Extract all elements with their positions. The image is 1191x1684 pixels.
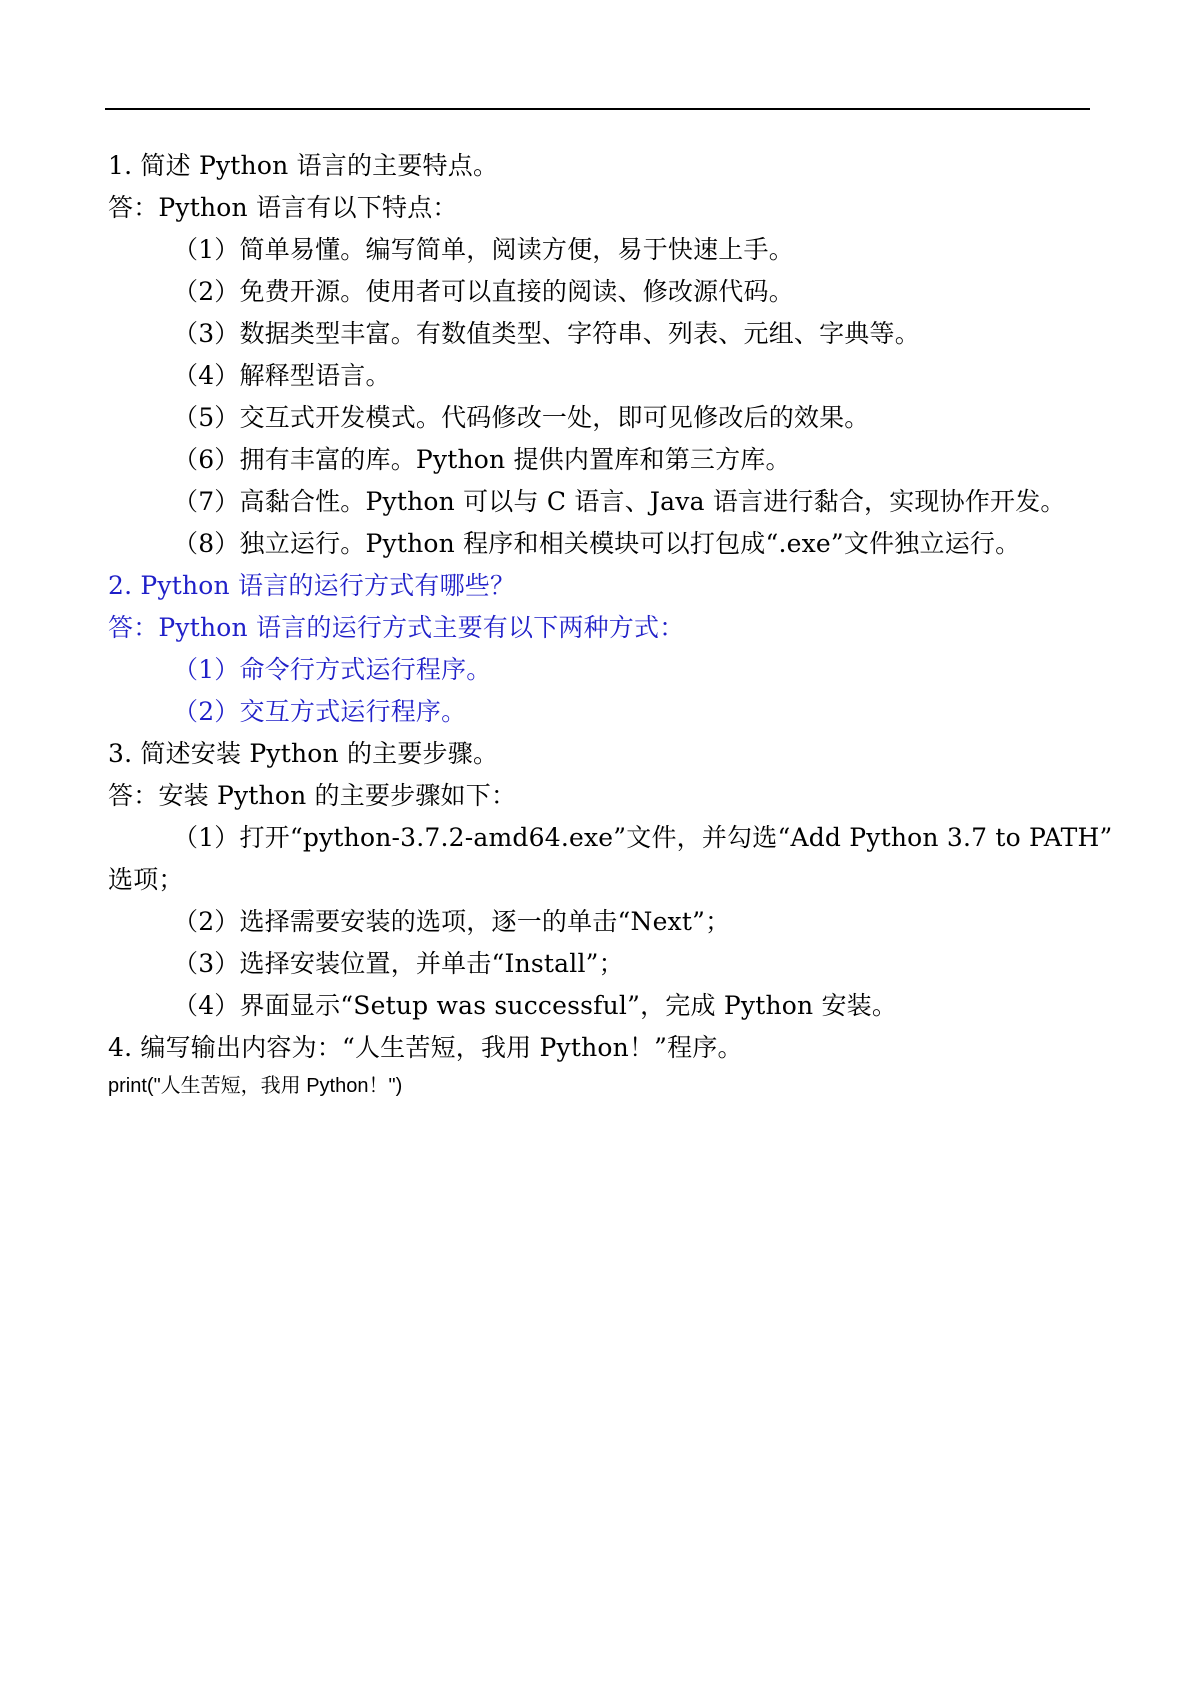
q1-question: 1. 简述 Python 语言的主要特点。 bbox=[108, 151, 499, 180]
q1-item: （4）解释型语言。 bbox=[173, 361, 391, 390]
q2-question: 2. Python 语言的运行方式有哪些？ bbox=[108, 571, 516, 600]
q1-item: （2）免费开源。使用者可以直接的阅读、修改源代码。 bbox=[173, 277, 794, 306]
q3-item-continuation: 选项； bbox=[108, 865, 184, 894]
q2-item: （2）交互方式运行程序。 bbox=[173, 697, 467, 726]
q1-item: （7）高黏合性。Python 可以与 C 语言、Java 语言进行黏合，实现协作开发。 bbox=[173, 487, 1066, 516]
q1-item: （1）简单易懂。编写简单，阅读方便，易于快速上手。 bbox=[173, 235, 794, 264]
q1-answer-intro: 答：Python 语言有以下特点： bbox=[108, 193, 458, 222]
q2-answer-intro: 答：Python 语言的运行方式主要有以下两种方式： bbox=[108, 613, 685, 642]
q3-item: （1）打开“python-3.7.2-amd64.exe”文件，并勾选“Add Python 3.7 to PATH” bbox=[173, 823, 1113, 852]
q2-item: （1）命令行方式运行程序。 bbox=[173, 655, 492, 684]
q3-answer-intro: 答：安装 Python 的主要步骤如下： bbox=[108, 781, 517, 810]
q1-item: （8）独立运行。Python 程序和相关模块可以打包成“.exe”文件独立运行。 bbox=[173, 529, 1021, 558]
q3-item: （4）界面显示“Setup was successful”，完成 Python 安装。 bbox=[173, 991, 898, 1020]
q4-question: 4. 编写输出内容为：“人生苦短，我用 Python！”程序。 bbox=[108, 1033, 743, 1062]
q3-item: （3）选择安装位置，并单击“Install”； bbox=[173, 949, 624, 978]
document-body bbox=[108, 145, 1113, 1103]
q3-question: 3. 简述安装 Python 的主要步骤。 bbox=[108, 739, 499, 768]
q1-item: （3）数据类型丰富。有数值类型、字符串、列表、元组、字典等。 bbox=[173, 319, 920, 348]
q4-code-snippet: print("人生苦短，我用 Python！") bbox=[108, 1075, 403, 1097]
q1-item: （5）交互式开发模式。代码修改一处，即可见修改后的效果。 bbox=[173, 403, 870, 432]
header-rule bbox=[105, 108, 1090, 110]
q1-item: （6）拥有丰富的库。Python 提供内置库和第三方库。 bbox=[173, 445, 791, 474]
q3-item: （2）选择需要安装的选项，逐一的单击“Next”； bbox=[173, 907, 731, 936]
